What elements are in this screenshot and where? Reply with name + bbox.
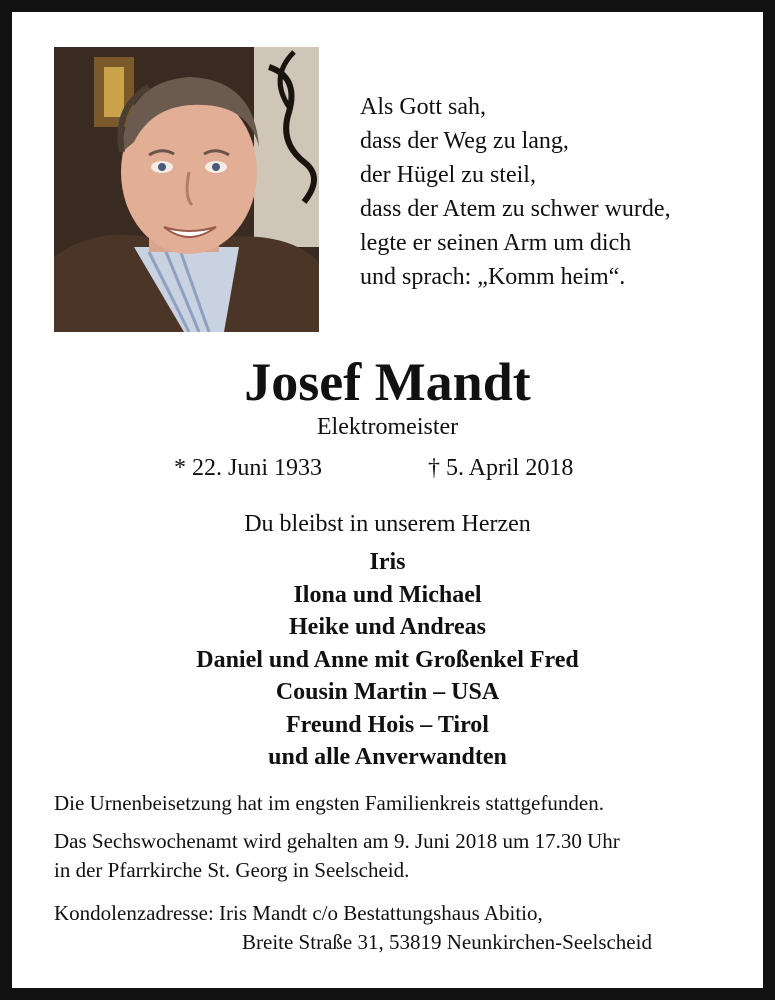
mourner: Ilona und Michael — [293, 581, 482, 608]
portrait-photo — [54, 47, 319, 332]
mourner: Freund Hois – Tirol — [286, 711, 489, 738]
mass-notice-line1: Das Sechswochenamt wird gehalten am 9. Juni 2018 um 17.30 Uhr — [54, 829, 620, 853]
poem-line: Als Gott sah, — [360, 94, 486, 120]
condolence-address-line1: Kondolenzadresse: Iris Mandt c/o Bestattungshaus Abitio, — [54, 901, 543, 925]
life-dates — [0, 451, 775, 485]
poem-line: dass der Atem zu schwer wurde, — [360, 196, 671, 222]
condolence-address-line2: Breite Straße 31, 53819 Neunkirchen-Seelscheid — [242, 930, 652, 954]
poem-line: der Hügel zu steil, — [360, 162, 536, 188]
deceased-profession: Elektromeister — [316, 414, 459, 440]
poem-line: und sprach: „Komm heim“. — [360, 264, 626, 290]
death-date: † 5. April 2018 — [428, 455, 574, 481]
farewell-line: Du bleibst in unserem Herzen — [244, 511, 531, 537]
mourners-list — [0, 546, 775, 774]
portrait-illustration — [54, 47, 319, 332]
mourner: Heike und Andreas — [289, 614, 486, 640]
mourner: Cousin Martin – USA — [275, 679, 500, 705]
deceased-name: Josef Mandt — [244, 352, 531, 412]
mourner: und alle Anverwandten — [268, 744, 507, 770]
poem-line: legte er seinen Arm um dich — [360, 230, 632, 256]
mass-notice-line2: in der Pfarrkirche St. Georg in Seelscheid. — [54, 858, 410, 882]
mourner: Iris — [369, 549, 406, 575]
poem-line: dass der Weg zu lang, — [360, 128, 569, 154]
poem — [360, 90, 671, 294]
burial-notice: Die Urnenbeisetzung hat im engsten Familienkreis stattgefunden. — [54, 791, 604, 815]
birth-date: * 22. Juni 1933 — [174, 455, 323, 481]
mourner: Daniel und Anne mit Großenkel Fred — [196, 646, 579, 673]
